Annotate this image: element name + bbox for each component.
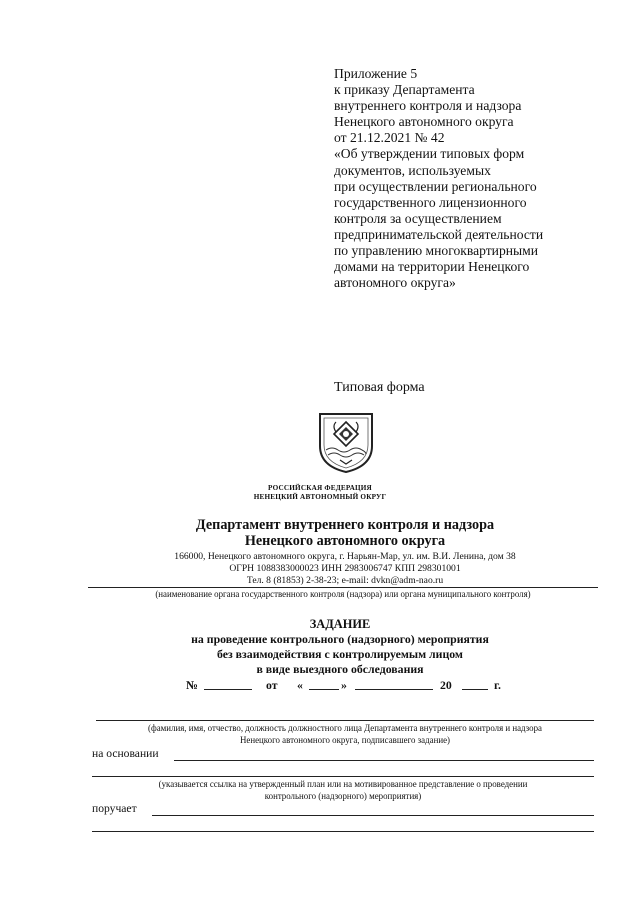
assigns-label: поручает [92, 802, 137, 815]
official-name-field[interactable] [96, 720, 594, 721]
appendix-line: Приложение 5 [334, 66, 418, 81]
country-name: РОССИЙСКАЯ ФЕДЕРАЦИЯ [268, 484, 372, 492]
appendix-line: к приказу Департамента [334, 82, 475, 98]
org-caption: (наименование органа государственного контроля (надзора) или органа муниципального контроля) [155, 589, 531, 599]
department-address: 166000, Ненецкого автономного округа, г. Нарьян-Мар, ул. им. В.И. Ленина, дом 38 [174, 551, 516, 562]
number-sign: № [186, 678, 198, 692]
official-caption-1: (фамилия, имя, отчество, должность должностного лица Департамента внутреннего контроля и надзора [148, 723, 542, 733]
document-subtitle-2: без взаимодействия с контролируемым лицом [217, 647, 463, 661]
form-type-label: Типовая форма [334, 380, 425, 395]
quote-close: » [341, 678, 347, 692]
department-name-line2: Ненецкого автономного округа [244, 533, 446, 549]
appendix-line: автономного округа» [334, 275, 456, 291]
document-subtitle-1: на проведение контрольного (надзорного) мероприятия [191, 632, 489, 646]
year-prefix: 20 [440, 678, 452, 692]
appendix-line: документов, используемых [334, 162, 491, 178]
month-field[interactable] [355, 679, 433, 690]
appendix-block [334, 66, 624, 291]
basis-label: на основании [92, 747, 159, 760]
appendix-line: внутреннего контроля и надзора [334, 98, 522, 114]
divider-line [88, 587, 598, 588]
year-field[interactable] [462, 679, 488, 690]
official-caption-2: Ненецкого автономного округа, подписавшего задание) [240, 735, 450, 745]
region-name: НЕНЕЦКИЙ АВТОНОМНЫЙ ОКРУГ [253, 493, 387, 501]
basis-field[interactable] [174, 760, 594, 761]
appendix-line: домами на территории Ненецкого [334, 259, 530, 275]
appendix-line: предпринимательской деятельности [334, 226, 544, 242]
appendix-line: контроля за осуществлением [334, 210, 502, 226]
number-field[interactable] [204, 679, 252, 690]
basis-caption-2: контрольного (надзорного) мероприятия) [264, 791, 422, 801]
day-field[interactable] [309, 679, 339, 690]
year-suffix: г. [494, 678, 501, 692]
appendix-line: при осуществлении регионального [334, 178, 537, 194]
appendix-line: государственного лицензионного [334, 194, 527, 210]
document-title: ЗАДАНИЕ [309, 617, 371, 631]
assigns-field[interactable] [152, 815, 594, 816]
appendix-line: «Об утверждении типовых форм [334, 146, 525, 162]
from-label: от [266, 678, 278, 692]
basis-caption-1: (указывается ссылка на утвержденный план или на мотивированное представление о проведении [158, 779, 528, 789]
appendix-line: Ненецкого автономного округа [334, 114, 514, 130]
quote-open: « [297, 678, 303, 692]
document-subtitle-3: в виде выездного обследования [256, 662, 424, 676]
department-ids: ОГРН 1088383000023 ИНН 2983006747 КПП 298301001 [229, 563, 461, 574]
department-name-line1: Департамент внутреннего контроля и надзора [195, 517, 495, 533]
coat-of-arms-icon [314, 410, 378, 474]
basis-field-continuation[interactable] [92, 776, 594, 777]
assigns-field-continuation[interactable] [92, 831, 594, 832]
appendix-line: по управлению многоквартирными [334, 243, 539, 259]
department-contacts: Тел. 8 (81853) 2-38-23; e-mail: dvkn@adm-nao.ru [246, 575, 444, 586]
appendix-line: от 21.12.2021 № 42 [334, 130, 445, 146]
